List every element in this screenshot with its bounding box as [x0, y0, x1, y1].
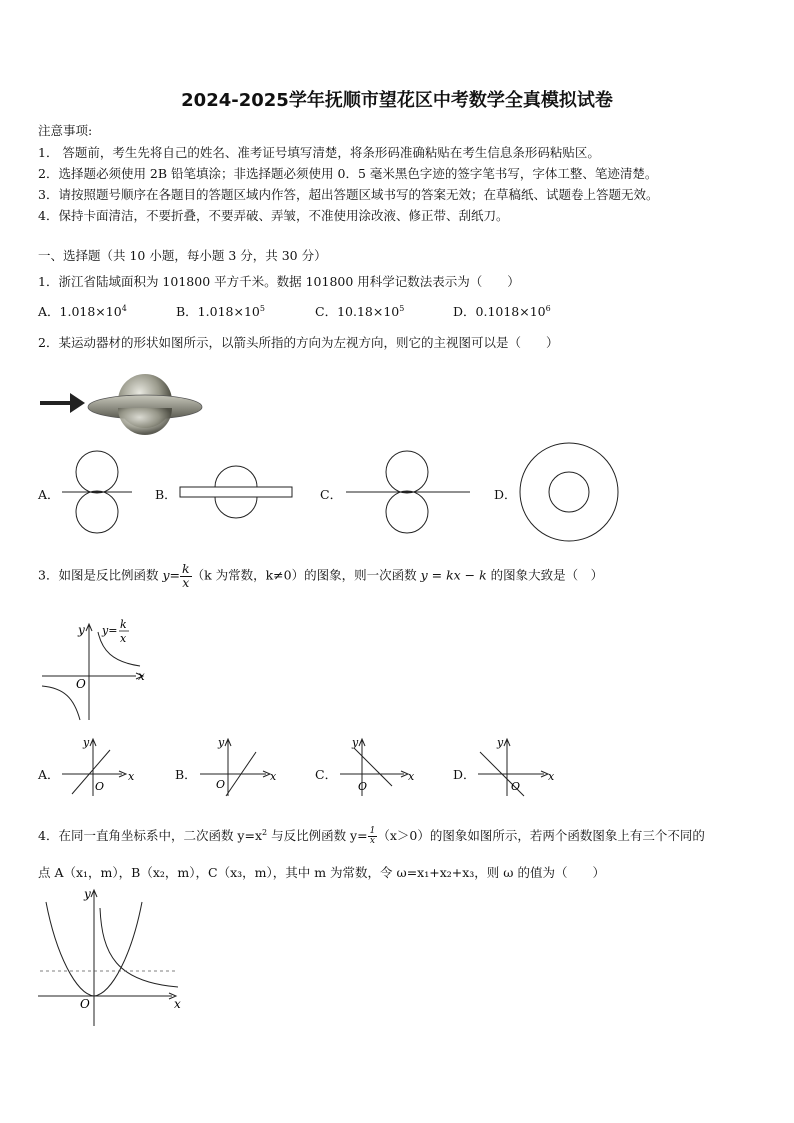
q1-stem: 1．浙江省陆域面积为 101800 平方千米。数据 101800 用科学记数法表示为（ ）: [38, 274, 520, 289]
q1-option-a: A．$1.018\times 10^4$: [38, 303, 127, 319]
svg-text:O: O: [358, 780, 368, 793]
svg-text:x: x: [548, 770, 555, 783]
q2-option-b: B．: [155, 487, 177, 502]
notice-heading: 注意事项:: [38, 123, 93, 138]
notice-item-2: 2．选择题必须使用 2B 铅笔填涂；非选择题必须使用 0．5 毫米黑色字迹的签字笔书写，字体工整、笔迹清楚。: [38, 166, 658, 181]
q2-option-c-figure: [346, 450, 470, 536]
section-heading: 一、选择题（共 10 小题，每小题 3 分，共 30 分）: [38, 248, 327, 263]
q2-option-a-figure: [62, 450, 132, 536]
notice-item-3: 3．请按照题号顺序在各题目的答题区域内作答，超出答题区域书写的答案无效；在草稿纸、试题卷上答题无效。: [38, 187, 659, 202]
q4-origin-label: O: [80, 997, 90, 1011]
notice-item-4: 4．保持卡面清洁，不要折叠，不要弄破、弄皱，不准使用涂改液、修正带、刮纸刀。: [38, 208, 509, 223]
q4-parabola-hyperbola-figure: [36, 884, 186, 1030]
q3-option-a-graph: [60, 734, 138, 798]
q3-func-lhs: y=: [102, 624, 118, 637]
q3-option-d: D．: [453, 767, 476, 782]
q2-option-c: C．: [320, 487, 343, 502]
svg-text:y: y: [352, 736, 359, 749]
q3-axis-y-label: y: [78, 623, 85, 637]
q3-origin-label: O: [76, 677, 86, 691]
svg-text:y: y: [497, 736, 504, 749]
q3-option-a: A．: [38, 767, 60, 782]
svg-text:y: y: [218, 736, 225, 749]
svg-text:O: O: [216, 778, 226, 791]
q1-option-d: D．$0.1018\times 10^6$: [453, 303, 551, 319]
notice-item-1: 1． 答题前，考生先将自己的姓名、准考证号填写清楚，将条形码准确粘贴在考生信息条形码粘贴区。: [38, 145, 600, 160]
svg-text:x: x: [408, 770, 415, 783]
q2-option-b-figure: [178, 450, 294, 536]
q3-stem: 3．如图是反比例函数 y= $\frac{k}{x}$ （k 为常数，k≠0）的图象，则一次函数 y = kx − k 的图象大致是（ ）: [38, 561, 604, 590]
q3-func-num: k: [120, 618, 127, 631]
q4-axis-y-label: y: [84, 887, 91, 901]
q3-option-b: B．: [175, 767, 197, 782]
q3-fraction: $\frac{k}{x}$: [181, 561, 190, 590]
q2-equipment-figure: [38, 364, 203, 438]
svg-text:O: O: [511, 780, 521, 793]
q3-hyperbola-figure: [40, 614, 152, 724]
q4-stem-line1: 4．在同一直角坐标系中，二次函数 $y=x^2$ 与反比例函数 y= $\frac{1}{x}$ （x＞0）的图象如图所示，若两个函数图象上有三个不同的: [38, 826, 705, 846]
q3-option-d-graph: [476, 734, 556, 798]
q3-option-c-graph: [338, 734, 416, 798]
q4-stem-line2: 点 A（x₁，m），B（x₂，m），C（x₃，m），其中 m 为常数，令 ω=x₁+x₂+x₃，则 ω 的值为（ ）: [38, 865, 605, 880]
q1-option-c: C．$10.18\times 10^5$: [315, 303, 405, 319]
q3-option-c: C．: [315, 767, 338, 782]
q3-option-b-graph: [198, 734, 276, 798]
q2-option-d-figure: [518, 441, 620, 543]
q3-axis-x-label: x: [138, 669, 145, 683]
svg-text:y: y: [83, 736, 90, 749]
q1-option-b: B．$1.018\times 10^5$: [176, 303, 265, 319]
exam-title: 2024-2025学年抚顺市望花区中考数学全真模拟试卷: [181, 90, 613, 111]
q2-option-d: D．: [494, 487, 517, 502]
q4-fraction: $\frac{1}{x}$: [369, 826, 376, 846]
q2-stem: 2．某运动器材的形状如图所示，以箭头所指的方向为左视方向，则它的主视图可以是（ ）: [38, 335, 559, 350]
svg-text:x: x: [270, 770, 277, 783]
svg-text:O: O: [95, 780, 105, 793]
svg-text:x: x: [128, 770, 135, 783]
q3-func-den: x: [120, 632, 127, 645]
q2-option-a: A．: [38, 487, 60, 502]
arrow-icon: [40, 393, 85, 413]
q4-axis-x-label: x: [174, 997, 181, 1011]
